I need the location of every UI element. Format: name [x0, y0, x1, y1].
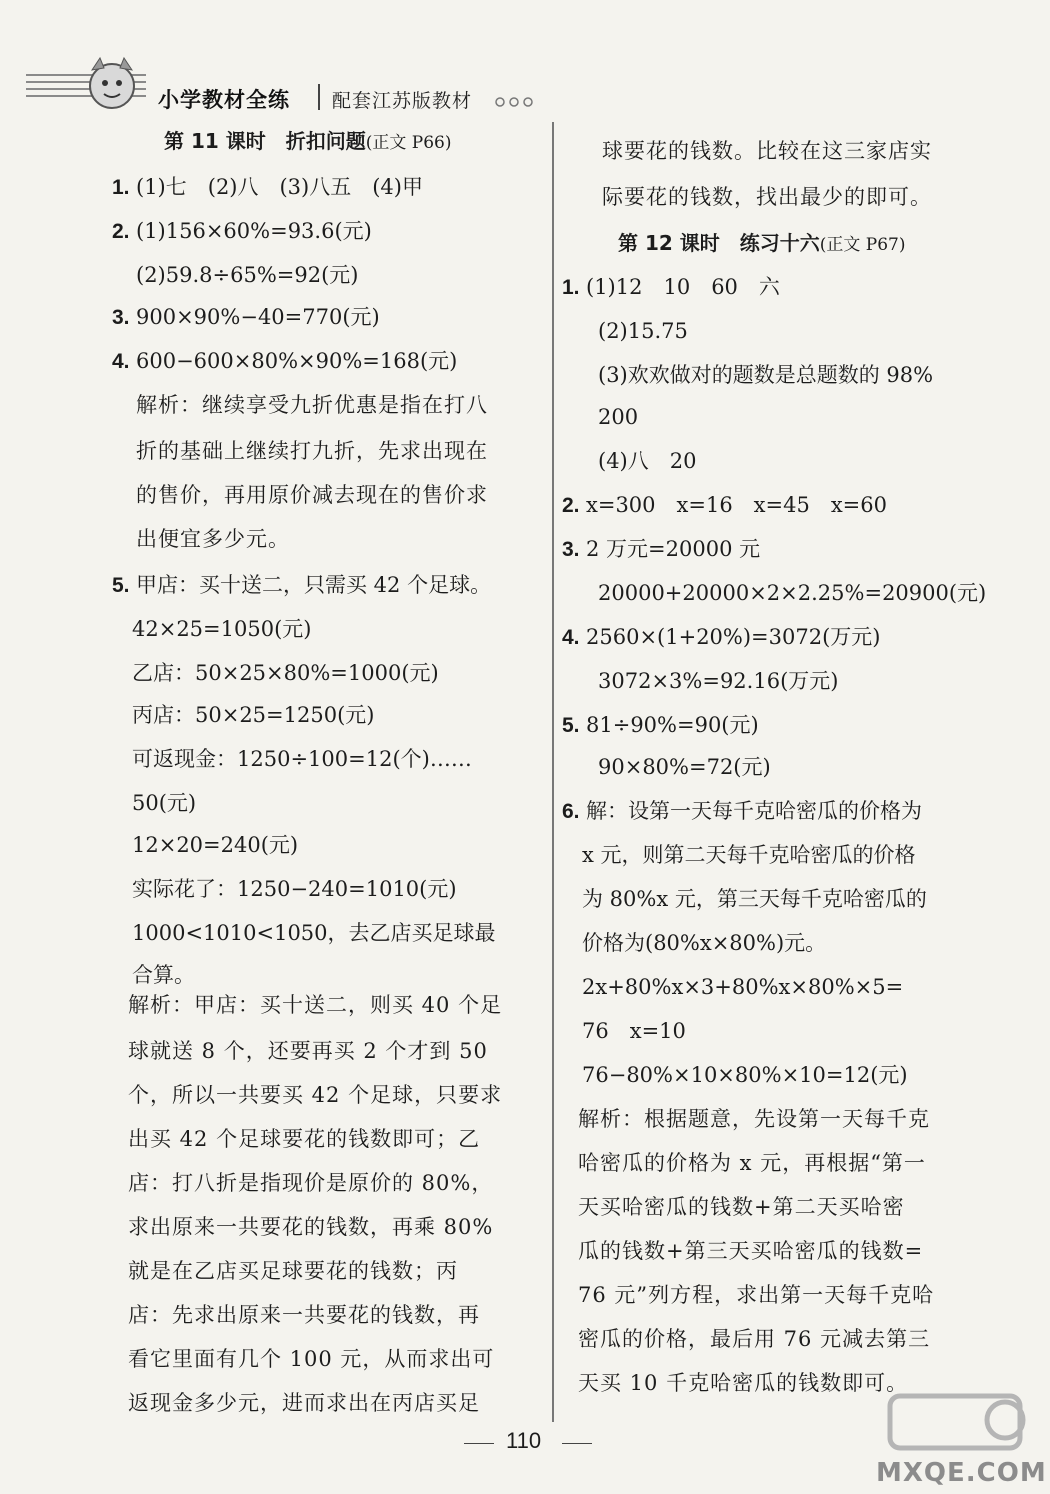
page-number: 110	[506, 1428, 542, 1453]
line-text: 球要花的钱数。比较在这三家店实	[602, 139, 932, 163]
line-text: 900×90%−40=770(元)	[136, 305, 380, 329]
line-text: 价格为(80%x×80%)元。	[582, 931, 827, 955]
line-text: 解析：继续享受九折优惠是指在打八	[136, 393, 488, 417]
section-title-12	[618, 228, 906, 260]
analysis-line	[602, 136, 932, 166]
analysis-line	[578, 1192, 905, 1222]
question-number: 2.	[112, 220, 130, 243]
line-text: x=300 x=16 x=45 x=60	[586, 493, 888, 517]
line-text: 个，所以一共要买 42 个足球，只要求	[128, 1083, 503, 1107]
answer-line	[132, 614, 311, 644]
analysis-line	[128, 1212, 493, 1242]
answer-line	[112, 172, 423, 203]
book-subtitle: 配套江苏版教材	[332, 90, 473, 112]
answer-line	[562, 622, 880, 653]
line-text: 密瓜的价格，最后用 76 元减去第三	[578, 1327, 931, 1351]
answer-line	[112, 346, 457, 377]
line-text: 天买 10 千克哈密瓜的钱数即可。	[578, 1371, 909, 1395]
line-text: 出买 42 个足球要花的钱数即可；乙	[128, 1127, 481, 1151]
line-text: 天买哈密瓜的钱数+第二天买哈密	[578, 1195, 905, 1219]
answer-line	[112, 216, 372, 247]
line-text: 解析：甲店：买十送二，则买 40 个足	[128, 993, 503, 1017]
line-text: (1)12 10 60 六	[586, 275, 780, 299]
line-text: (2)59.8÷65%=92(元)	[136, 263, 359, 287]
answer-line	[562, 710, 759, 741]
analysis-line	[578, 1324, 930, 1354]
analysis-line	[128, 1344, 494, 1374]
question-number: 3.	[112, 306, 130, 329]
line-text: 81÷90%=90(元)	[586, 713, 759, 737]
analysis-line	[128, 1300, 480, 1330]
answer-line	[598, 578, 986, 608]
line-text: 的售价，再用原价减去现在的售价求	[136, 483, 488, 507]
line-text: 就是在乙店买足球要花的钱数；丙	[128, 1259, 458, 1283]
answer-line	[562, 796, 922, 827]
section-ref: (正文 P67)	[819, 235, 906, 255]
analysis-line	[578, 1104, 930, 1134]
answer-line	[132, 744, 472, 774]
line-text: 求出原来一共要花的钱数，再乘 80%	[128, 1215, 494, 1239]
answer-line	[562, 534, 760, 565]
line-text: 600−600×80%×90%=168(元)	[136, 349, 458, 373]
answer-line	[582, 928, 826, 958]
section-title-11: 第 11 课时 折扣问题(正文 P66)	[164, 129, 452, 153]
answer-line	[598, 752, 771, 782]
book-title: 小学教材全练	[158, 88, 290, 112]
line-text: 76−80%×10×80%×10=12(元)	[582, 1063, 908, 1087]
line-text: 1000<1010<1050，去乙店买足球最	[132, 921, 496, 945]
answer-line	[582, 1016, 686, 1046]
line-text: 2x+80%x×3+80%x×80%×5=	[582, 975, 904, 999]
line-text: 哈密瓜的价格为 x 元，再根据“第一	[578, 1151, 926, 1175]
question-number: 1.	[562, 276, 580, 299]
answer-line	[582, 840, 916, 870]
line-text: 际要花的钱数，找出最少的即可。	[602, 185, 932, 209]
analysis-line	[136, 436, 488, 466]
analysis-line	[578, 1280, 934, 1310]
line-text: (1)156×60%=93.6(元)	[136, 219, 372, 243]
watermark-text: MXQE.COM	[876, 1458, 1047, 1488]
analysis-line	[578, 1236, 923, 1266]
question-number: 6.	[562, 800, 580, 823]
footer-dash-right	[562, 1443, 592, 1444]
line-text: 50(元)	[132, 791, 197, 815]
answer-line	[598, 360, 933, 390]
analysis-line	[128, 1080, 502, 1110]
line-text: 返现金多少元，进而求出在丙店买足	[128, 1391, 480, 1415]
answer-line	[598, 402, 638, 432]
answer-line	[598, 666, 838, 696]
line-text: 2 万元=20000 元	[586, 537, 761, 561]
answer-line	[582, 884, 927, 914]
footer-dash-left	[464, 1443, 494, 1444]
line-text: 90×80%=72(元)	[598, 755, 771, 779]
answer-line	[112, 570, 491, 601]
question-number: 2.	[562, 494, 580, 517]
line-text: 76 x=10	[582, 1019, 686, 1043]
line-text: 折的基础上继续打九折，先求出现在	[136, 439, 488, 463]
line-text: 2560×(1+20%)=3072(万元)	[586, 625, 881, 649]
line-text: 球就送 8 个，还要再买 2 个才到 50	[128, 1039, 488, 1063]
answer-line	[562, 272, 780, 303]
analysis-line	[128, 1036, 488, 1066]
question-number: 5.	[112, 574, 130, 597]
line-text: 看它里面有几个 100 元，从而求出可	[128, 1347, 495, 1371]
answer-line	[582, 972, 903, 1002]
section-title-text: 第 12 课时 练习十六	[618, 231, 820, 255]
header-dots-ornament	[494, 92, 538, 112]
line-text: 合算。	[132, 963, 195, 987]
line-text: 76 元”列方程，求出第一天每千克哈	[578, 1283, 935, 1307]
line-text: 甲店：买十送二，只需买 42 个足球。	[136, 573, 492, 597]
answer-line	[132, 874, 457, 904]
header-separator	[318, 84, 320, 110]
line-text: 200	[598, 405, 639, 429]
question-number: 4.	[562, 626, 580, 649]
line-text: 可返现金：1250÷100=12(个)……	[132, 747, 472, 771]
line-text: 解：设第一天每千克哈密瓜的价格为	[586, 799, 922, 823]
question-number: 1.	[112, 176, 130, 199]
line-text: 店：打八折是指现价是原价的 80%，	[128, 1171, 494, 1195]
line-text: 瓜的钱数+第三天买哈密瓜的钱数=	[578, 1239, 924, 1263]
answer-line	[136, 260, 358, 290]
analysis-line	[128, 1124, 480, 1154]
line-text: 20000+20000×2×2.25%=20900(元)	[598, 581, 987, 605]
analysis-line	[128, 1168, 493, 1198]
analysis-line	[128, 1256, 458, 1286]
line-text: 3072×3%=92.16(万元)	[598, 669, 839, 693]
line-text: 出便宜多少元。	[136, 527, 290, 551]
line-text: (2)15.75	[598, 319, 688, 343]
line-text: 为 80%x 元，第三天每千克哈密瓜的	[582, 887, 927, 911]
analysis-line	[128, 1388, 480, 1418]
line-text: 丙店：50×25=1250(元)	[132, 703, 375, 727]
line-text: 12×20=240(元)	[132, 833, 299, 857]
analysis-line	[578, 1368, 908, 1398]
line-text: 乙店：50×25×80%=1000(元)	[132, 661, 439, 685]
answer-line	[112, 302, 380, 333]
answer-line	[132, 830, 298, 860]
line-text: (4)八 20	[598, 449, 697, 473]
analysis-line	[136, 390, 488, 420]
answer-line	[132, 658, 439, 688]
line-text: x 元，则第二天每千克哈密瓜的价格	[582, 843, 916, 867]
line-text: (3)欢欢做对的题数是总题数的 98%	[598, 363, 934, 387]
answer-line	[132, 788, 196, 818]
question-number: 5.	[562, 714, 580, 737]
answer-line	[132, 918, 496, 948]
answer-line	[562, 490, 887, 521]
analysis-line	[602, 182, 932, 212]
answer-line	[598, 316, 688, 346]
mascot-icon	[72, 54, 152, 116]
analysis-line	[128, 990, 502, 1020]
analysis-line	[136, 524, 290, 554]
column-divider	[552, 122, 554, 1422]
line-text: 店：先求出原来一共要花的钱数，再	[128, 1303, 480, 1327]
question-number: 3.	[562, 538, 580, 561]
answer-line	[582, 1060, 908, 1090]
answer-line	[132, 960, 195, 990]
line-text: (1)七 (2)八 (3)八五 (4)甲	[136, 175, 423, 199]
question-number: 4.	[112, 350, 130, 373]
line-text: 42×25=1050(元)	[132, 617, 312, 641]
analysis-line	[136, 480, 488, 510]
answer-line	[598, 446, 696, 476]
answer-line	[132, 700, 374, 730]
line-text: 实际花了：1250−240=1010(元)	[132, 877, 457, 901]
analysis-line	[578, 1148, 926, 1178]
line-text: 解析：根据题意，先设第一天每千克	[578, 1107, 930, 1131]
